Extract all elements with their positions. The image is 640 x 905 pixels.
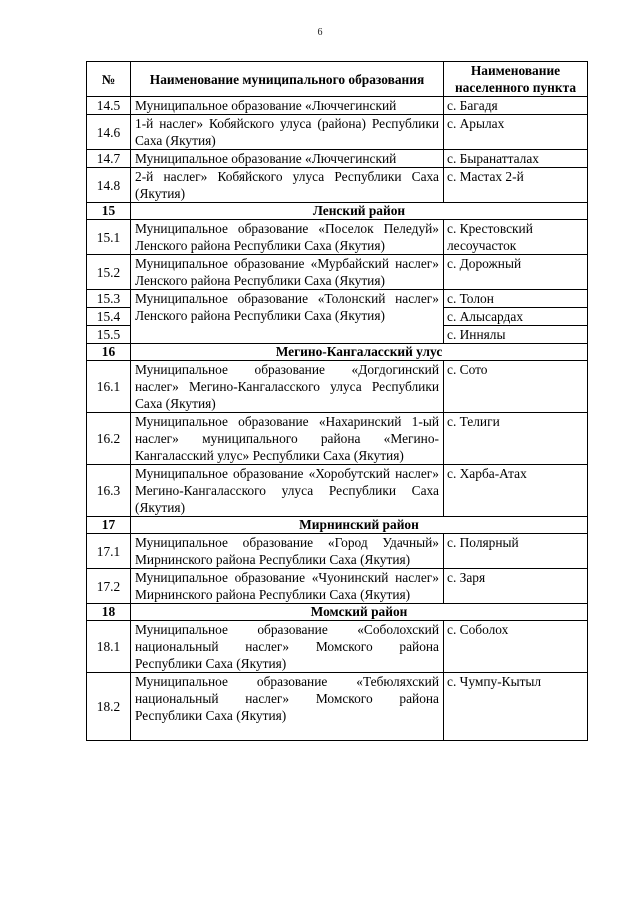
municipality-name: 2-й наслег» Кобяйского улуса Республики Саха (Якутия)	[131, 168, 444, 203]
row-number: 14.5	[87, 97, 131, 115]
settlement-name: с. Толон	[444, 290, 588, 308]
row-number: 18.2	[87, 673, 131, 741]
municipality-name: Муниципальное образование «Люччегинский	[131, 97, 444, 115]
settlement-name: с. Арылах	[444, 115, 588, 150]
table-row	[87, 168, 588, 203]
municipality-name: Муниципальное образование «Соболохский национальный наслег» Момского района Республики Саха (Якутия)	[131, 621, 444, 673]
settlement-name: с. Заря	[444, 569, 588, 604]
settlement-name: с. Телиги	[444, 413, 588, 465]
row-number: 15.1	[87, 220, 131, 255]
table-row	[87, 290, 588, 308]
municipality-name: Муниципальное образование «Чуонинский наслег» Мирнинского района Республики Саха (Якутия)	[131, 569, 444, 604]
table-row	[87, 621, 588, 673]
section-row	[87, 604, 588, 621]
row-number: 17.2	[87, 569, 131, 604]
municipality-name: Муниципальное образование «Нахаринский 1-ый наслег» муниципального района «Мегино-Кангаласский улус» Республики Саха (Якутия)	[131, 413, 444, 465]
table-row	[87, 569, 588, 604]
header-municipality: Наименование муниципального образования	[131, 62, 444, 97]
municipality-name: Муниципальное образование «Поселок Пеледуй» Ленского района Республики Саха (Якутия)	[131, 220, 444, 255]
row-number: 17.1	[87, 534, 131, 569]
section-row	[87, 517, 588, 534]
municipality-name: 1-й наслег» Кобяйского улуса (района) Республики Саха (Якутия)	[131, 115, 444, 150]
table-row	[87, 220, 588, 255]
settlement-name: с. Мастах 2-й	[444, 168, 588, 203]
settlement-name: с. Багадя	[444, 97, 588, 115]
row-number: 15.2	[87, 255, 131, 290]
table-row	[87, 97, 588, 115]
table-row	[87, 255, 588, 290]
table-body	[87, 97, 588, 741]
section-title: Ленский район	[131, 203, 588, 220]
section-row	[87, 203, 588, 220]
settlement-name: с. Крестовский лесоучасток	[444, 220, 588, 255]
row-number: 14.8	[87, 168, 131, 203]
municipality-name: Муниципальное образование «Люччегинский	[131, 150, 444, 168]
row-number: 15.5	[87, 326, 131, 344]
settlement-name: с. Дорожный	[444, 255, 588, 290]
row-number: 16.1	[87, 361, 131, 413]
settlement-name: с. Иннялы	[444, 326, 588, 344]
header-settlement: Наименование населенного пункта	[444, 62, 588, 97]
municipality-name: Муниципальное образование «Хоробутский наслег» Мегино-Кангаласского улуса Республики Саха (Якутия)	[131, 465, 444, 517]
row-number: 16.2	[87, 413, 131, 465]
settlement-name: с. Быранатталах	[444, 150, 588, 168]
municipality-name: Муниципальное образование «Толонский наслег» Ленского района Республики Саха (Якутия)	[131, 290, 444, 344]
row-number: 14.7	[87, 150, 131, 168]
table-row	[87, 534, 588, 569]
table-row	[87, 673, 588, 741]
row-number: 18.1	[87, 621, 131, 673]
section-number: 16	[87, 344, 131, 361]
municipality-name: Муниципальное образование «Догдогинский наслег» Мегино-Кангаласского улуса Республики Саха (Якутия)	[131, 361, 444, 413]
row-number: 14.6	[87, 115, 131, 150]
table-row	[87, 150, 588, 168]
table-header-row	[87, 62, 588, 97]
settlement-name: с. Чумпу-Кытыл	[444, 673, 588, 741]
section-title: Момский район	[131, 604, 588, 621]
table-row	[87, 115, 588, 150]
municipality-name: Муниципальное образование «Мурбайский наслег» Ленского района Республики Саха (Якутия)	[131, 255, 444, 290]
settlement-name: с. Соболох	[444, 621, 588, 673]
settlement-name: с. Сото	[444, 361, 588, 413]
section-title: Мирнинский район	[131, 517, 588, 534]
row-number: 15.3	[87, 290, 131, 308]
table-row	[87, 361, 588, 413]
section-row	[87, 344, 588, 361]
municipality-name: Муниципальное образование «Город Удачный» Мирнинского района Республики Саха (Якутия)	[131, 534, 444, 569]
settlement-name: с. Харба-Атах	[444, 465, 588, 517]
settlement-name: с. Алысардах	[444, 308, 588, 326]
row-number: 15.4	[87, 308, 131, 326]
section-number: 15	[87, 203, 131, 220]
section-number: 17	[87, 517, 131, 534]
settlements-table	[86, 61, 588, 741]
table-row	[87, 465, 588, 517]
page-number: 6	[317, 27, 323, 38]
section-title: Мегино-Кангаласский улус	[131, 344, 588, 361]
header-num: №	[87, 62, 131, 97]
section-number: 18	[87, 604, 131, 621]
row-number: 16.3	[87, 465, 131, 517]
municipality-name: Муниципальное образование «Тебюляхский национальный наслег» Момского района Республики Саха (Якутия)	[131, 673, 444, 741]
settlement-name: с. Полярный	[444, 534, 588, 569]
table-row	[87, 413, 588, 465]
